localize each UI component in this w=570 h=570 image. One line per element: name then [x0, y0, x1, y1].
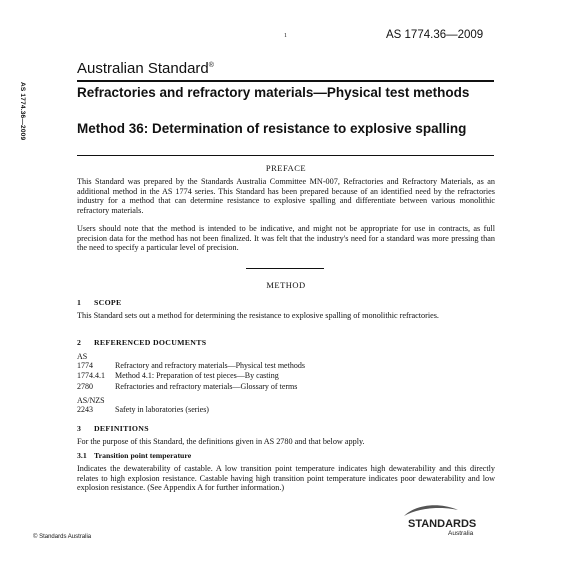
- section-number: 1: [77, 298, 82, 307]
- reference-group-label: AS/NZS: [77, 396, 105, 405]
- reference-group-as-2: [77, 382, 495, 391]
- reference-item: [77, 361, 495, 370]
- logo-swoosh-icon: [404, 505, 458, 516]
- reference-group-asnzs: [77, 396, 495, 415]
- preface-paragraph-2: Users should note that the method is intended to be indicative, and might not be appropriate for use in contracts, as full precision data for the method has not been finalized. It was felt that the industry's need for a standard was more pressing than the need to specify a particular level of precision.: [77, 224, 495, 253]
- reference-title: Method 4.1: Preparation of test pieces—By casting: [115, 370, 279, 380]
- logo-word-standards: STANDARDS: [408, 518, 477, 530]
- reference-group-as: [77, 352, 495, 380]
- logo-word-australia: Australia: [448, 530, 474, 537]
- page-number: 1: [284, 33, 287, 39]
- title-rule: [77, 155, 494, 156]
- copyright-notice: © Standards Australia: [33, 534, 92, 540]
- reference-title: Refractory and refractory materials—Physical test methods: [115, 361, 305, 371]
- standard-label-text: Australian Standard: [77, 60, 209, 77]
- subsection-title: Transition point temperature: [94, 451, 192, 460]
- preface-paragraph-1: This Standard was prepared by the Standards Australia Committee MN-007, Refractories and Refractory Materials, as an additional method in the AS 1774 series. This Standard has been prepared because of an identified need by the refractories industry for a method that can determine resistance to explosive spalling and differentiate between various monolithic refractory materials.: [77, 177, 495, 215]
- section-scope-heading: [77, 298, 122, 307]
- reference-title: Refractories and refractory materials—Glossary of terms: [115, 382, 298, 391]
- section-title: DEFINITIONS: [94, 424, 149, 433]
- reference-code: 1774.4.1: [77, 370, 105, 380]
- section-number: 2: [77, 338, 82, 347]
- method-title: Method 36: Determination of resistance to explosive spalling: [77, 121, 467, 136]
- transition-point-definition: Indicates the dewaterability of castable. A low transition point temperature indicates high dewaterability and this directly relates to high explosion resistance. Castable having high transition point temperature indicates poor dewaterability and low explosion resistance. (See Appendix A for further information.): [77, 464, 495, 493]
- reference-item: [77, 382, 495, 391]
- subsection-number: 3.1: [77, 451, 87, 460]
- registered-mark: ®: [208, 62, 214, 69]
- definitions-text: For the purpose of this Standard, the definitions given in AS 2780 and that below apply.: [77, 437, 365, 446]
- standard-label: [77, 60, 214, 77]
- reference-code: 2780: [77, 382, 93, 391]
- reference-group-label: AS: [77, 352, 88, 361]
- method-heading: METHOD: [266, 280, 306, 290]
- preface-heading: PREFACE: [265, 163, 307, 173]
- section-number: 3: [77, 424, 82, 433]
- reference-code: 1774: [77, 361, 93, 371]
- standards-australia-logo: [400, 502, 492, 538]
- side-document-code: AS 1774.36—2009: [19, 82, 26, 141]
- section-title: SCOPE: [94, 298, 122, 307]
- reference-code: 2243: [77, 405, 93, 415]
- scope-text: This Standard sets out a method for determining the resistance to explosive spalling of monolithic refractories.: [77, 311, 439, 320]
- top-rule: [77, 80, 494, 82]
- document-code: AS 1774.36—2009: [386, 29, 484, 41]
- reference-title: Safety in laboratories (series): [115, 405, 209, 415]
- reference-item: [77, 371, 495, 380]
- subsection-heading: [77, 451, 191, 460]
- section-definitions-heading: [77, 424, 149, 433]
- section-title: REFERENCED DOCUMENTS: [94, 338, 207, 347]
- section-references-heading: [77, 338, 206, 347]
- document-title: Refractories and refractory materials—Physical test methods: [77, 85, 470, 100]
- reference-item: [77, 405, 495, 414]
- section-divider: [246, 268, 324, 269]
